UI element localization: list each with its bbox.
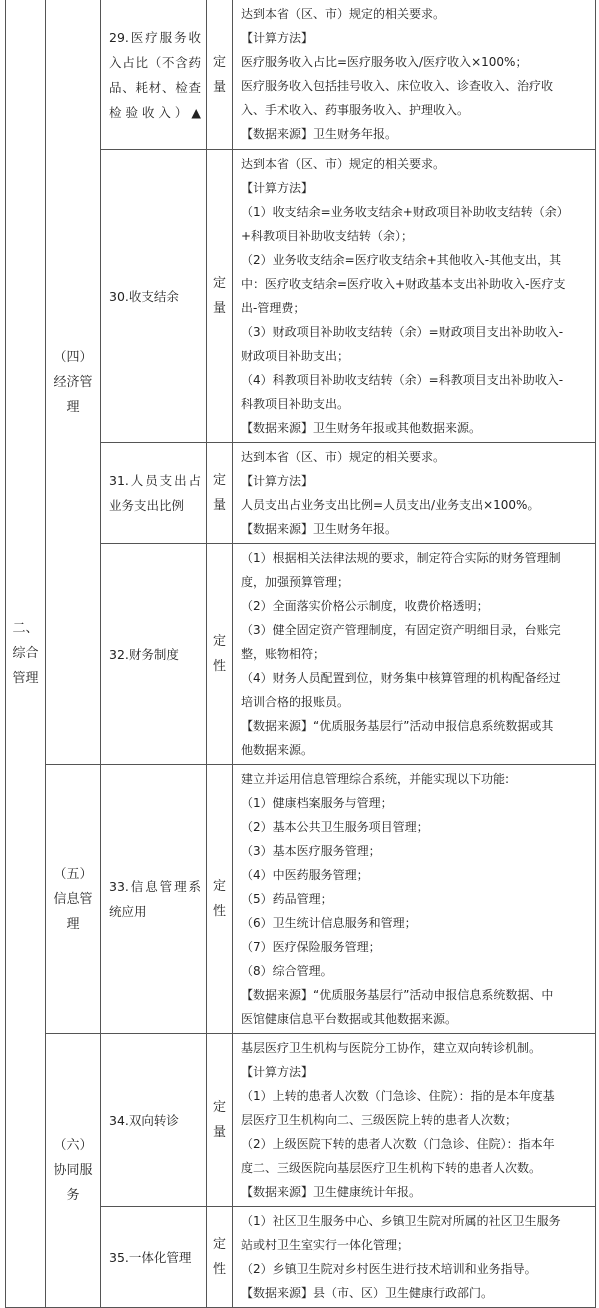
content-33-line: （7）医疗保险服务管理； [241, 940, 381, 954]
content-cell-32 [233, 544, 596, 765]
type-cell-35 [207, 1207, 233, 1308]
type-29: 定量 [212, 54, 226, 95]
content-cell-34 [233, 1034, 596, 1207]
content-34-line: （1）上转的患者人次数（门急诊、住院）：指的是本年度基 [241, 1089, 555, 1103]
content-cell-33 [233, 765, 596, 1034]
subcategory-information-text: （五）信息管理 [53, 866, 93, 932]
content-32-line: （2）全面落实价格公示制度，收费价格透明； [241, 599, 489, 613]
indicator-name-34: 34.双向转诊 [109, 1112, 179, 1128]
content-30-line: 【数据来源】卫生财务年报或其他数据来源。 [241, 421, 482, 435]
type-cell-34 [207, 1034, 233, 1207]
content-33-line: 【数据来源】“优质服务基层行”活动申报信息系统数据、中 [241, 988, 554, 1002]
type-cell-33 [207, 765, 233, 1034]
content-29-line: 【数据来源】卫生财务年报。 [241, 127, 398, 141]
content-33-line: （8）综合管理。 [241, 964, 333, 978]
content-cell-29 [233, 0, 596, 150]
indicator-cell-35 [101, 1207, 207, 1308]
indicator-name-35: 35.一体化管理 [109, 1249, 192, 1265]
type-31: 定量 [212, 473, 226, 513]
indicator-name-33: 33.信息管理系统应用 [109, 879, 201, 919]
type-cell-31 [207, 443, 233, 544]
subcategory-cell-collaboration [46, 1034, 101, 1308]
indicator-name-29: 29.医疗服务收入占比（不含药品、耗材、检查检验收入）▲ [109, 29, 201, 120]
content-29-line: 医疗服务收入包括挂号收入、床位收入、诊查收入、治疗收 [241, 79, 554, 93]
content-30-line: 出-管理费； [241, 301, 306, 315]
indicator-name-30: 30.收支结余 [109, 288, 179, 304]
content-29-line: 入、手术收入、药事服务收入、护理收入。 [241, 103, 470, 117]
content-32-line: 培训合格的报账员。 [241, 695, 350, 709]
indicator-cell-34 [101, 1034, 207, 1207]
content-35-line: 【数据来源】县（市、区）卫生健康行政部门。 [241, 1286, 494, 1300]
content-29-line: 【计算方法】 [241, 31, 314, 45]
content-31-line: 人员支出占业务支出比例=人员支出/业务支出×100%。 [241, 498, 540, 512]
content-33-line: （6）卫生统计信息服务和管理； [241, 916, 417, 930]
content-30-line: 【计算方法】 [241, 181, 314, 195]
content-35-line: 站或村卫生室实行一体化管理； [241, 1238, 410, 1252]
content-29-line: 达到本省（区、市）规定的相关要求。 [241, 7, 446, 21]
content-31-line: 【数据来源】卫生财务年报。 [241, 522, 398, 536]
content-cell-35 [233, 1207, 596, 1308]
indicator-name-32: 32.财务制度 [109, 646, 179, 662]
content-34-line: 层医疗卫生机构向二、三级医院上转的患者人次数； [241, 1113, 518, 1127]
content-30-line: （1）收支结余=业务收支结余+财政项目补助收支结转（余） [241, 205, 569, 219]
category-cell [6, 0, 46, 1308]
content-34-line: 【数据来源】卫生健康统计年报。 [241, 1185, 422, 1199]
content-cell-31 [233, 443, 596, 544]
subcategory-economy-text: （四）经济管理 [53, 349, 93, 415]
indicator-name-31: 31.人员支出占业务支出比例 [109, 473, 201, 513]
subcategory-cell-economy [46, 0, 101, 765]
content-33-line: （2）基本公共卫生服务项目管理； [241, 820, 429, 834]
type-30: 定量 [212, 276, 226, 316]
content-30-line: （3）财政项目补助收支结转（余）=财政项目支出补助收入- [241, 325, 564, 339]
content-30-line: （4）科教项目补助收支结转（余）=科教项目支出补助收入- [241, 373, 564, 387]
content-31-line: 【计算方法】 [241, 474, 314, 488]
type-cell-32 [207, 544, 233, 765]
type-32: 定性 [212, 634, 226, 674]
subcategory-cell-information [46, 765, 101, 1034]
content-31-line: 达到本省（区、市）规定的相关要求。 [241, 450, 446, 464]
content-cell-30 [233, 150, 596, 443]
content-32-line: 整，账物相符； [241, 647, 326, 661]
content-34-line: （2）上级医院下转的患者人次数（门急诊、住院）：指本年 [241, 1137, 555, 1151]
indicator-cell-29 [101, 0, 207, 150]
indicator-cell-31 [101, 443, 207, 544]
content-30-line: （2）业务收支结余=医疗收支结余+其他收入-其他支出，其 [241, 253, 562, 267]
content-33-line: 建立并运用信息管理综合系统，并能实现以下功能: [241, 772, 510, 786]
type-cell-29 [207, 0, 233, 150]
type-35: 定性 [212, 1237, 226, 1277]
content-32-line: 度，加强预算管理； [241, 575, 350, 589]
indicator-cell-33 [101, 765, 207, 1034]
indicator-cell-30 [101, 150, 207, 443]
type-33: 定性 [212, 879, 226, 919]
content-34-line: 度二、三级医院向基层医疗卫生机构下转的患者人次数。 [241, 1161, 542, 1175]
content-33-line: （4）中医药服务管理； [241, 868, 369, 882]
content-29-line: 医疗服务收入占比=医疗服务收入/医疗收入×100%； [241, 55, 528, 69]
content-35-line: （1）社区卫生服务中心、乡镇卫生院对所属的社区卫生服务 [241, 1214, 561, 1228]
content-32-line: 【数据来源】“优质服务基层行”活动申报信息系统数据或其 [241, 719, 554, 733]
content-33-line: （3）基本医疗服务管理； [241, 844, 381, 858]
content-32-line: （3）健全固定资产管理制度，有固定资产明细目录，台账完 [241, 623, 561, 637]
content-32-line: 他数据来源。 [241, 743, 314, 757]
content-30-line: 财政项目补助支出； [241, 349, 350, 363]
content-32-line: （4）财务人员配置到位，财务集中核算管理的机构配备经过 [241, 671, 561, 685]
subcategory-collaboration-text: （六）协同服务 [53, 1138, 93, 1203]
content-33-line: （1）健康档案服务与管理； [241, 796, 393, 810]
content-30-line: 中：医疗收支结余=医疗收入+财政基本支出补助收入-医疗支 [241, 277, 566, 291]
content-30-line: +科教项目补助收支结转（余）； [241, 229, 414, 243]
content-30-line: 科教项目补助支出。 [241, 397, 350, 411]
category-text: 二、综合管理 [12, 621, 39, 686]
type-cell-30 [207, 150, 233, 443]
content-34-line: 基层医疗卫生机构与医院分工协作，建立双向转诊机制。 [241, 1041, 542, 1055]
content-35-line: （2）乡镇卫生院对乡村医生进行技术培训和业务指导。 [241, 1262, 537, 1276]
content-33-line: （5）药品管理； [241, 892, 333, 906]
content-34-line: 【计算方法】 [241, 1065, 314, 1079]
content-33-line: 医馆健康信息平台数据或其他数据来源。 [241, 1012, 458, 1026]
indicator-table [5, 0, 596, 1308]
content-30-line: 达到本省（区、市）规定的相关要求。 [241, 157, 446, 171]
content-32-line: （1）根据相关法律法规的要求，制定符合实际的财务管理制 [241, 551, 561, 565]
indicator-cell-32 [101, 544, 207, 765]
type-34: 定量 [212, 1100, 226, 1140]
